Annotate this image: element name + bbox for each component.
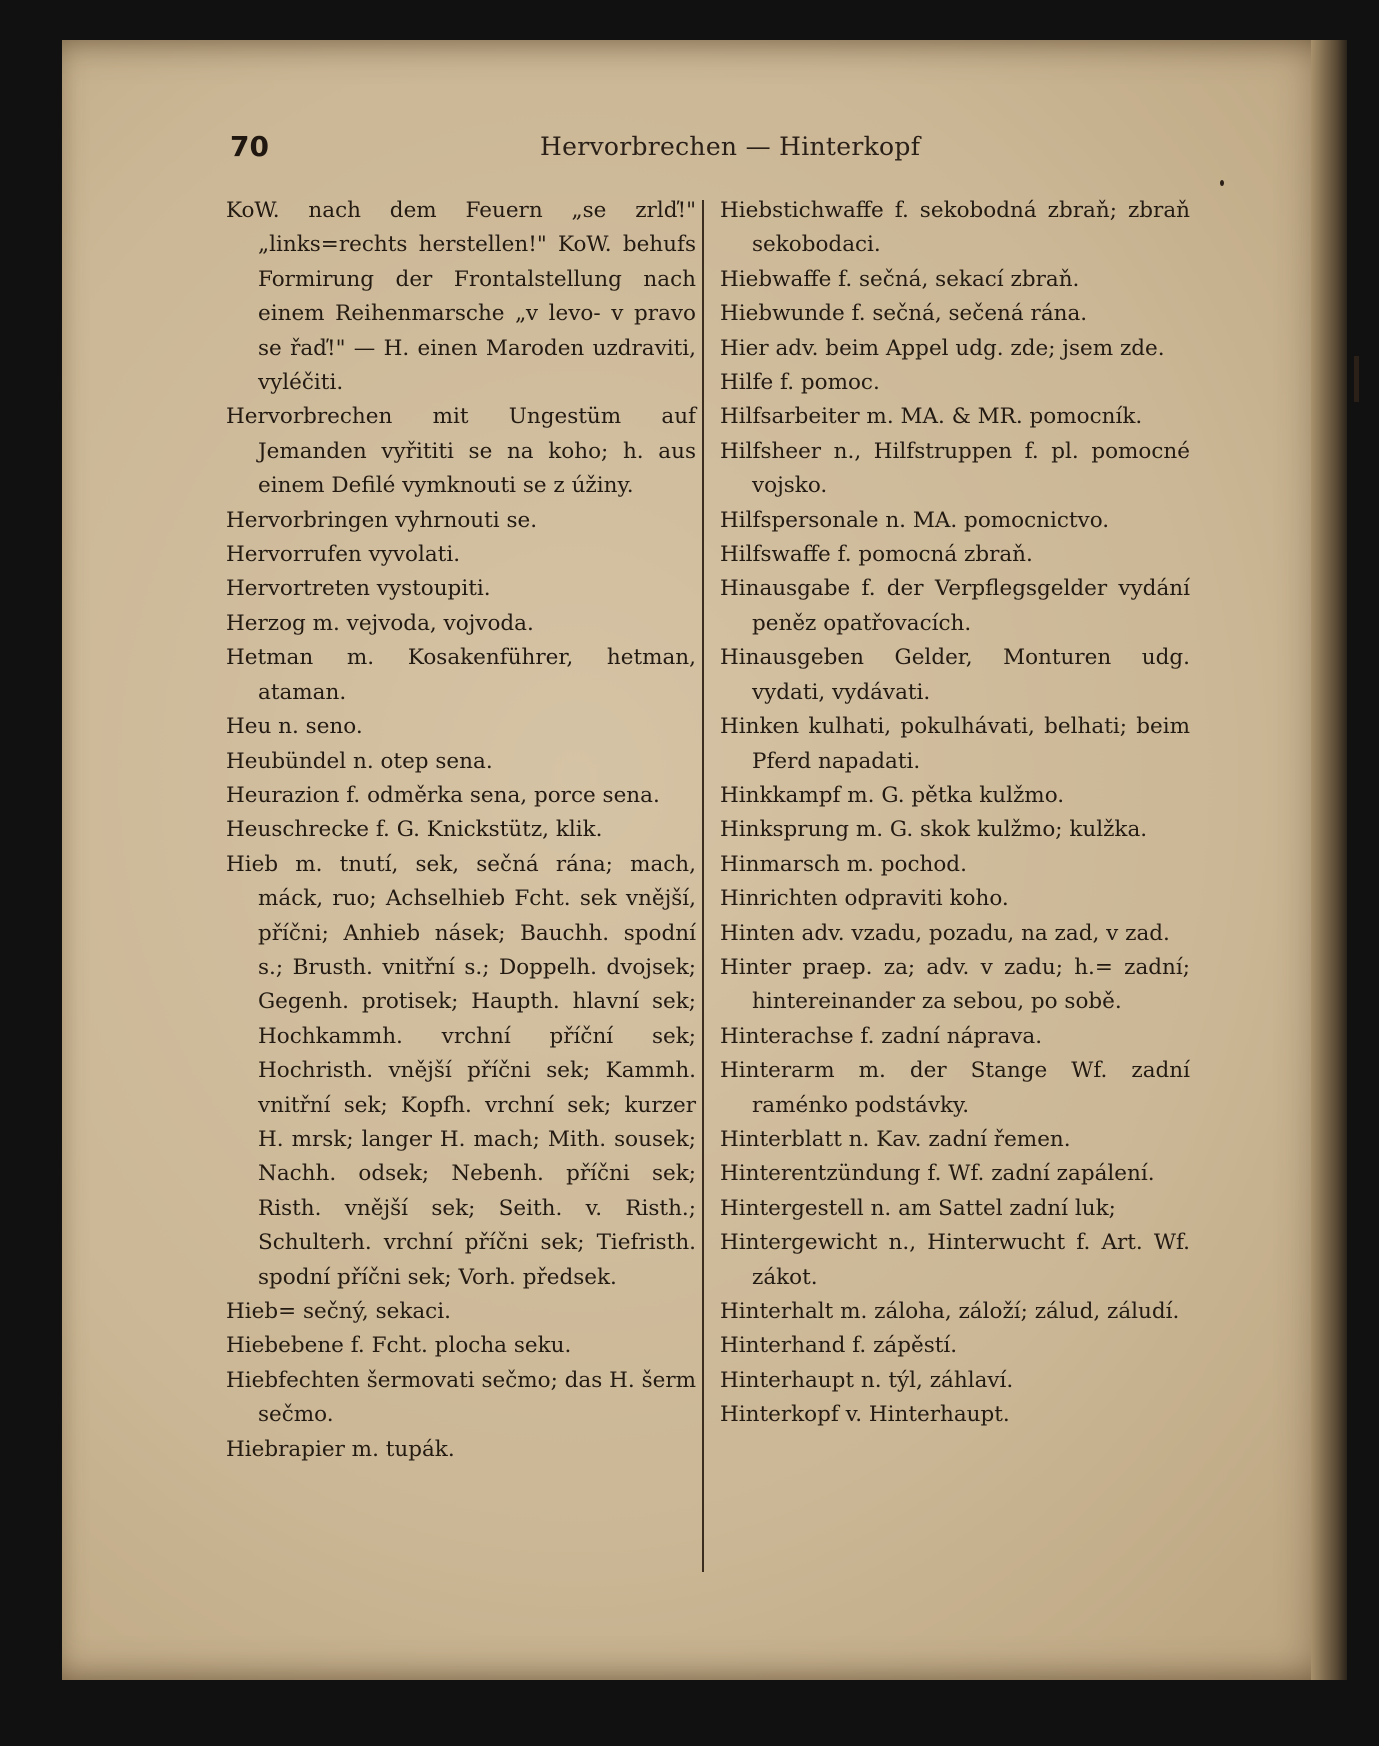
- dictionary-entry: Hervorbringen vyhrnouti se.: [226, 507, 538, 533]
- dictionary-entry: Hintergewicht n., Hinterwucht f. Art. Wf. zákot.: [720, 1230, 1190, 1290]
- dictionary-entry: Heu n. seno.: [226, 714, 363, 740]
- column-divider: [702, 200, 704, 1572]
- dictionary-entry: Hiebebene f. Fcht. plocha seku.: [226, 1333, 572, 1359]
- dictionary-entry: Hiebwaffe f. sečná, sekací zbraň.: [720, 266, 1080, 292]
- dictionary-entry: Hinten adv. vzadu, pozadu, na zad, v zad.: [720, 920, 1170, 946]
- book-gutter: [1311, 40, 1347, 1680]
- dictionary-entry: Hinterhalt m. záloha, záloží; zálud, záludí.: [720, 1299, 1180, 1324]
- dictionary-entry: Hiebwunde f. sečná, sečená rána.: [720, 301, 1088, 327]
- dictionary-entry: Hinterentzündung f. Wf. zadní zapálení.: [720, 1161, 1155, 1187]
- dictionary-entry: Heuschrecke f. G. Knickstütz, klik.: [226, 817, 603, 843]
- dictionary-entry: Heubündel n. otep sena.: [226, 748, 493, 774]
- dictionary-entry: Hinterhand f. zápěstí.: [720, 1333, 958, 1359]
- dictionary-entry: Hervortreten vystoupiti.: [226, 576, 491, 602]
- margin-mark: [1220, 180, 1224, 186]
- page-number: 70: [230, 130, 269, 163]
- dictionary-entry: Hiebfechten šermovati sečmo; das H. šerm sečmo.: [226, 1367, 696, 1428]
- margin-mark: [1354, 356, 1359, 402]
- dictionary-entry: Hilfsarbeiter m. MA. & MR. pomocník.: [720, 404, 1143, 430]
- dictionary-entry: Hinrichten odpraviti koho.: [720, 886, 1009, 912]
- dictionary-entry: Hinausgeben Gelder, Monturen udg. vydati, vydávati.: [720, 645, 1190, 705]
- dictionary-entry: Hervorrufen vyvolati.: [226, 542, 461, 568]
- dictionary-entry: Hinter praep. za; adv. v zadu; h.= zadní; hintereinander za sebou, po sobě.: [720, 954, 1190, 1015]
- running-head: [230, 130, 1130, 170]
- dictionary-entry: Hinksprung m. G. skok kulžmo; kulžka.: [720, 817, 1148, 843]
- dictionary-entry: Heurazion f. odměrka sena, porce sena.: [226, 782, 660, 808]
- dictionary-entry: Hinterkopf v. Hinterhaupt.: [720, 1402, 1010, 1428]
- dictionary-entry: Hieb= sečný, sekaci.: [226, 1299, 451, 1324]
- dictionary-entry: Hinken kulhati, pokulhávati, belhati; beim Pferd napadati.: [720, 714, 1190, 774]
- dictionary-entry: Hilfspersonale n. MA. pomocnictvo.: [720, 507, 1110, 533]
- dictionary-entry: Hinterarm m. der Stange Wf. zadní raménko podstávky.: [720, 1058, 1190, 1118]
- dictionary-entry: Hiebstichwaffe f. sekobodná zbraň; zbraň sekobodaci.: [720, 198, 1190, 258]
- dictionary-entry: Hieb m. tnutí, sek, sečná rána; mach, máck, ruo; Achselhieb Fcht. sek vnější, příčni; Anhieb násek; Bauchh. spodní s.; Brusth. vnitřní s.; Doppelh. dvojsek; Gegenh. protisek; Haupth. hlavní sek; Hochkammh. vrchní příční sek; Hochristh. vnější příčni sek; Kammh. vnitřní sek; Kopfh. vrchní sek; kurzer H. mrsk; langer H. mach; Mith. sousek; Nachh. odsek; Nebenh. příčni sek; Risth. vnější sek; Seith. v. Risth.; Schulterh. vrchní příčni sek; Tiefristh. spodní příčni sek; Vorh. předsek.: [226, 851, 696, 1290]
- dictionary-entry: Hinmarsch m. pochod.: [720, 851, 967, 877]
- dictionary-entry: Herzog m. vejvoda, vojvoda.: [226, 610, 534, 636]
- dictionary-entry: Hintergestell n. am Sattel zadní luk;: [720, 1195, 1116, 1221]
- page-title: Hervorbrechen — Hinterkopf: [540, 132, 921, 161]
- dictionary-entry: Hinkkampf m. G. pětka kulžmo.: [720, 782, 1065, 808]
- right-column: [720, 194, 1190, 1433]
- dictionary-entry: Hinterhaupt n. týl, záhlaví.: [720, 1367, 1014, 1393]
- dictionary-entry: Hervorbrechen mit Ungestüm auf Jemanden vyřititi se na koho; h. aus einem Defilé vymknouti se z úžiny.: [226, 404, 696, 499]
- left-column: [226, 194, 696, 1467]
- dictionary-entry: Hilfswaffe f. pomocná zbraň.: [720, 542, 1033, 568]
- dictionary-entry: Hiebrapier m. tupák.: [226, 1436, 455, 1462]
- dictionary-entry: Hier adv. beim Appel udg. zde; jsem zde.: [720, 335, 1165, 361]
- dictionary-entry: Hinterachse f. zadní náprava.: [720, 1023, 1043, 1049]
- dictionary-entry: Hinausgabe f. der Verpflegsgelder vydání peněz opatřovacích.: [720, 576, 1190, 636]
- dictionary-entry: Hilfsheer n., Hilfstruppen f. pl. pomocné vojsko.: [720, 438, 1190, 499]
- dictionary-entry: KoW. nach dem Feuern „se zrlď!" „links=rechts herstellen!" KoW. behufs Formirung der Frontalstellung nach einem Reihenmarsche „v levo- v pravo se řaď!" — H. einen Maroden uzdraviti, vyléčiti.: [226, 198, 696, 396]
- dictionary-entry: Hilfe f. pomoc.: [720, 370, 880, 396]
- dictionary-entry: Hinterblatt n. Kav. zadní řemen.: [720, 1126, 1071, 1152]
- dictionary-entry: Hetman m. Kosakenführer, hetman, ataman.: [226, 645, 696, 705]
